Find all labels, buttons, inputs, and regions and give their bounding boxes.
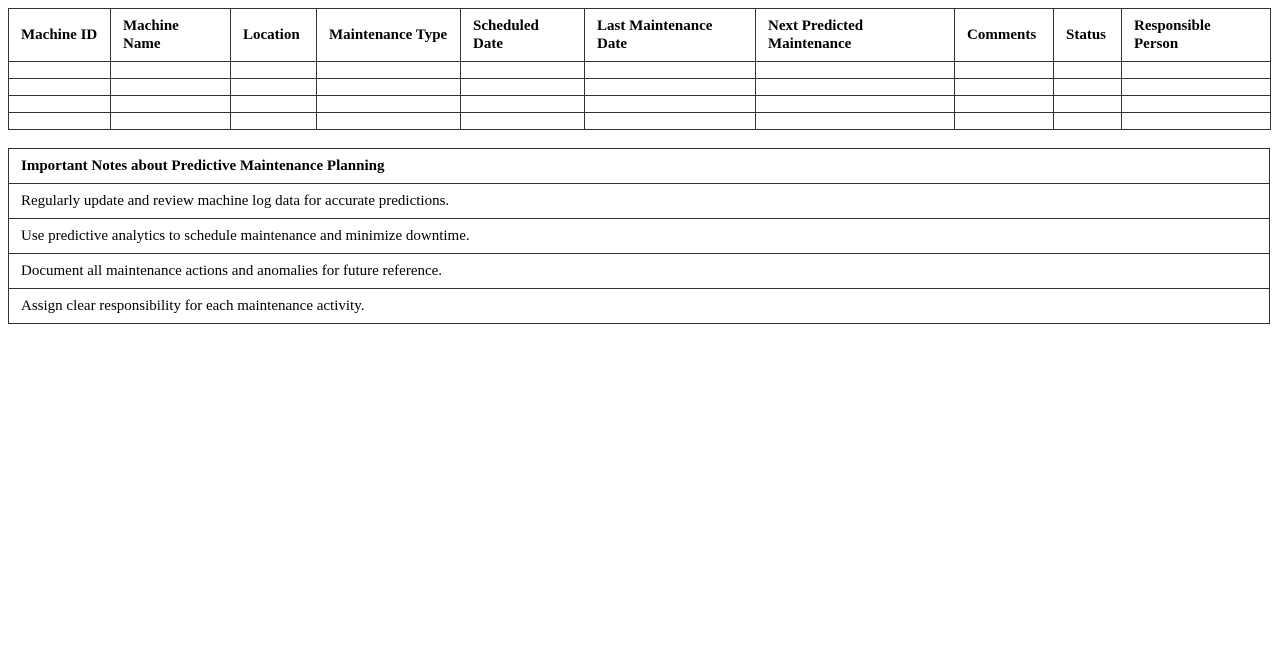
table-cell[interactable] (756, 79, 955, 96)
column-header-maintenance-type: Maintenance Type (317, 9, 461, 62)
table-row (9, 96, 1271, 113)
table-cell[interactable] (1054, 62, 1122, 79)
table-cell[interactable] (1122, 113, 1271, 130)
table-cell[interactable] (756, 62, 955, 79)
note-row (9, 289, 1270, 324)
table-cell[interactable] (231, 62, 317, 79)
column-header-comments: Comments (955, 9, 1054, 62)
table-row (9, 113, 1271, 130)
table-cell[interactable] (111, 79, 231, 96)
table-cell[interactable] (585, 62, 756, 79)
table-cell[interactable] (231, 96, 317, 113)
note-item: Assign clear responsibility for each maintenance activity. (9, 289, 1270, 324)
note-row (9, 184, 1270, 219)
table-cell[interactable] (317, 79, 461, 96)
column-header-responsible-person: Responsible Person (1122, 9, 1271, 62)
table-header-row (9, 9, 1271, 62)
table-cell[interactable] (317, 113, 461, 130)
table-cell[interactable] (756, 113, 955, 130)
table-row (9, 79, 1271, 96)
table-cell[interactable] (1054, 113, 1122, 130)
note-row (9, 254, 1270, 289)
table-cell[interactable] (461, 79, 585, 96)
note-item: Document all maintenance actions and anomalies for future reference. (9, 254, 1270, 289)
table-cell[interactable] (1054, 79, 1122, 96)
table-cell[interactable] (9, 79, 111, 96)
table-cell[interactable] (9, 62, 111, 79)
note-row (9, 219, 1270, 254)
table-cell[interactable] (585, 96, 756, 113)
table-cell[interactable] (111, 96, 231, 113)
table-cell[interactable] (955, 113, 1054, 130)
table-cell[interactable] (317, 62, 461, 79)
table-cell[interactable] (1122, 79, 1271, 96)
table-cell[interactable] (111, 113, 231, 130)
column-header-next-predicted-maintenance: Next Predicted Maintenance (756, 9, 955, 62)
table-cell[interactable] (461, 62, 585, 79)
table-cell[interactable] (461, 113, 585, 130)
table-cell[interactable] (231, 79, 317, 96)
column-header-machine-name: Machine Name (111, 9, 231, 62)
table-cell[interactable] (955, 62, 1054, 79)
column-header-status: Status (1054, 9, 1122, 62)
table-cell[interactable] (1122, 62, 1271, 79)
table-cell[interactable] (317, 96, 461, 113)
table-cell[interactable] (585, 79, 756, 96)
table-cell[interactable] (461, 96, 585, 113)
column-header-scheduled-date: Scheduled Date (461, 9, 585, 62)
table-cell[interactable] (585, 113, 756, 130)
table-row (9, 62, 1271, 79)
table-cell[interactable] (9, 113, 111, 130)
notes-table (8, 148, 1270, 324)
column-header-last-maintenance-date: Last Maintenance Date (585, 9, 756, 62)
column-header-location: Location (231, 9, 317, 62)
table-cell[interactable] (1054, 96, 1122, 113)
table-cell[interactable] (756, 96, 955, 113)
note-item: Use predictive analytics to schedule maintenance and minimize downtime. (9, 219, 1270, 254)
table-cell[interactable] (955, 96, 1054, 113)
table-cell[interactable] (9, 96, 111, 113)
maintenance-schedule-table (8, 8, 1271, 130)
table-cell[interactable] (1122, 96, 1271, 113)
notes-header-row (9, 149, 1270, 184)
column-header-machine-id: Machine ID (9, 9, 111, 62)
table-cell[interactable] (111, 62, 231, 79)
table-cell[interactable] (955, 79, 1054, 96)
notes-title: Important Notes about Predictive Maintenance Planning (9, 149, 1270, 184)
table-cell[interactable] (231, 113, 317, 130)
note-item: Regularly update and review machine log data for accurate predictions. (9, 184, 1270, 219)
